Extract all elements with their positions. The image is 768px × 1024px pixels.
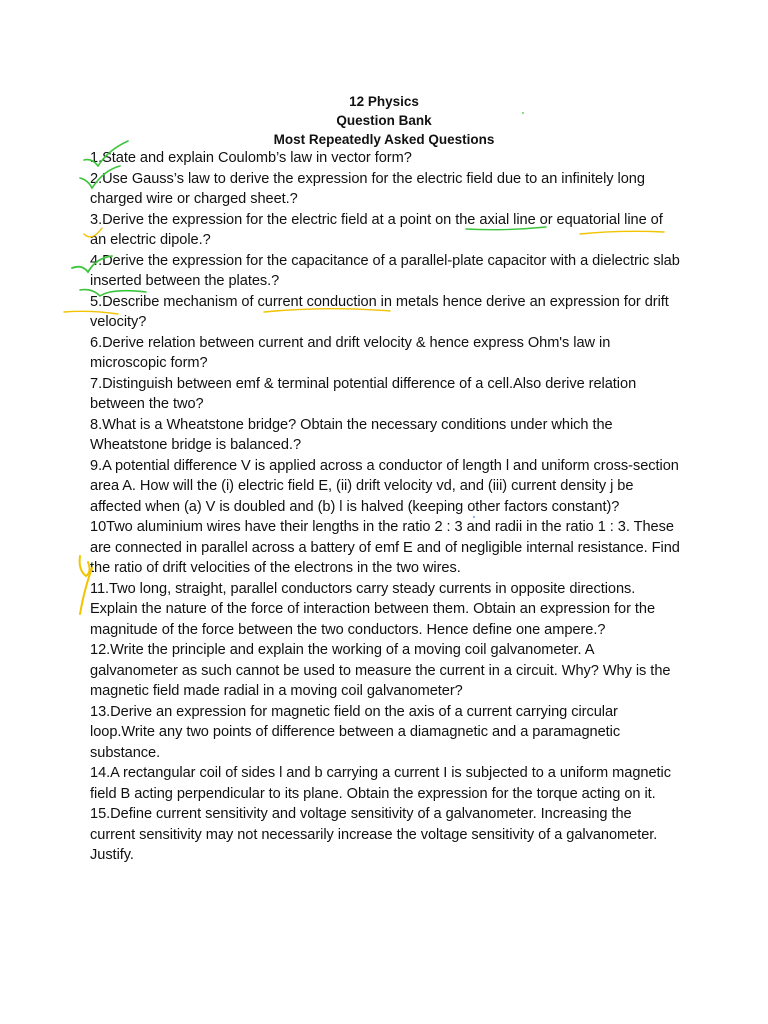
- question-1: 1.State and explain Coulomb’s law in vector form?: [90, 150, 412, 166]
- question-bank-title: Question Bank: [336, 113, 432, 128]
- question-7: 7.Distinguish between emf & terminal potential difference of a cell.Also derive relation between the two?: [90, 375, 637, 412]
- question-6: 6.Derive relation between current and drift velocity & hence express Ohm's law in microscopic form?: [90, 334, 611, 371]
- question-13: 13.Derive an expression for magnetic field on the axis of a current carrying circular loop.Write any two points of difference between a diamagnetic and a paramagnetic substance.: [90, 703, 621, 761]
- question-list: [90, 148, 680, 866]
- section-heading: Most Repeatedly Asked Questions: [273, 132, 495, 147]
- question-12: 12.Write the principle and explain the working of a moving coil galvanometer. A galvanometer as such cannot be used to measure the current in a circuit. Why? Why is the magnetic field made radial in a moving coil galvanometer?: [90, 642, 671, 699]
- question-14: 14.A rectangular coil of sides l and b carrying a current I is subjected to a uniform magnetic field B acting perpendicular to its plane. Obtain the expression for the torque acting on it.: [90, 765, 671, 802]
- question-10: 10Two aluminium wires have their lengths in the ratio 2 : 3 and radii in the ratio 1 : 3. These are connected in parallel across a battery of emf E and of negligible internal resistance. Find the ratio of drift velocities of the electrons in the two wires.: [90, 519, 680, 576]
- question-2: 2.Use Gauss’s law to derive the expression for the electric field due to an infinitely long charged wire or charged sheet.?: [90, 170, 645, 207]
- question-4: 4.Derive the expression for the capacitance of a parallel-plate capacitor with a dielectric slab inserted between the plates.?: [90, 252, 680, 289]
- question-9: 9.A potential difference V is applied across a conductor of length l and uniform cross-section area A. How will the (i) electric field E, (ii) drift velocity vd, and (iii) current density j be affected when (a) V is doubled and (b) l is halved (keeping other factors constant)?: [90, 457, 679, 515]
- question-3: 3.Derive the expression for the electric field at a point on the axial line or equatorial line of an electric dipole.?: [90, 211, 663, 248]
- question-8: 8.What is a Wheatstone bridge? Obtain the necessary conditions under which the Wheatstone bridge is balanced.?: [90, 416, 613, 453]
- document-header: [0, 92, 768, 149]
- subject-title: 12 Physics: [349, 94, 419, 109]
- question-11: 11.Two long, straight, parallel conductors carry steady currents in opposite directions. Explain the nature of the force of interaction between them. Obtain an expression for the magnitude of the force between the two conductors. Hence define one ampere.?: [90, 580, 656, 638]
- question-15: 15.Define current sensitivity and voltage sensitivity of a galvanometer. Increasing the current sensitivity may not necessarily increase the voltage sensitivity of a galvanometer. Justify.: [90, 806, 658, 863]
- question-5: 5.Describe mechanism of current conduction in metals hence derive an expression for drift velocity?: [90, 293, 669, 330]
